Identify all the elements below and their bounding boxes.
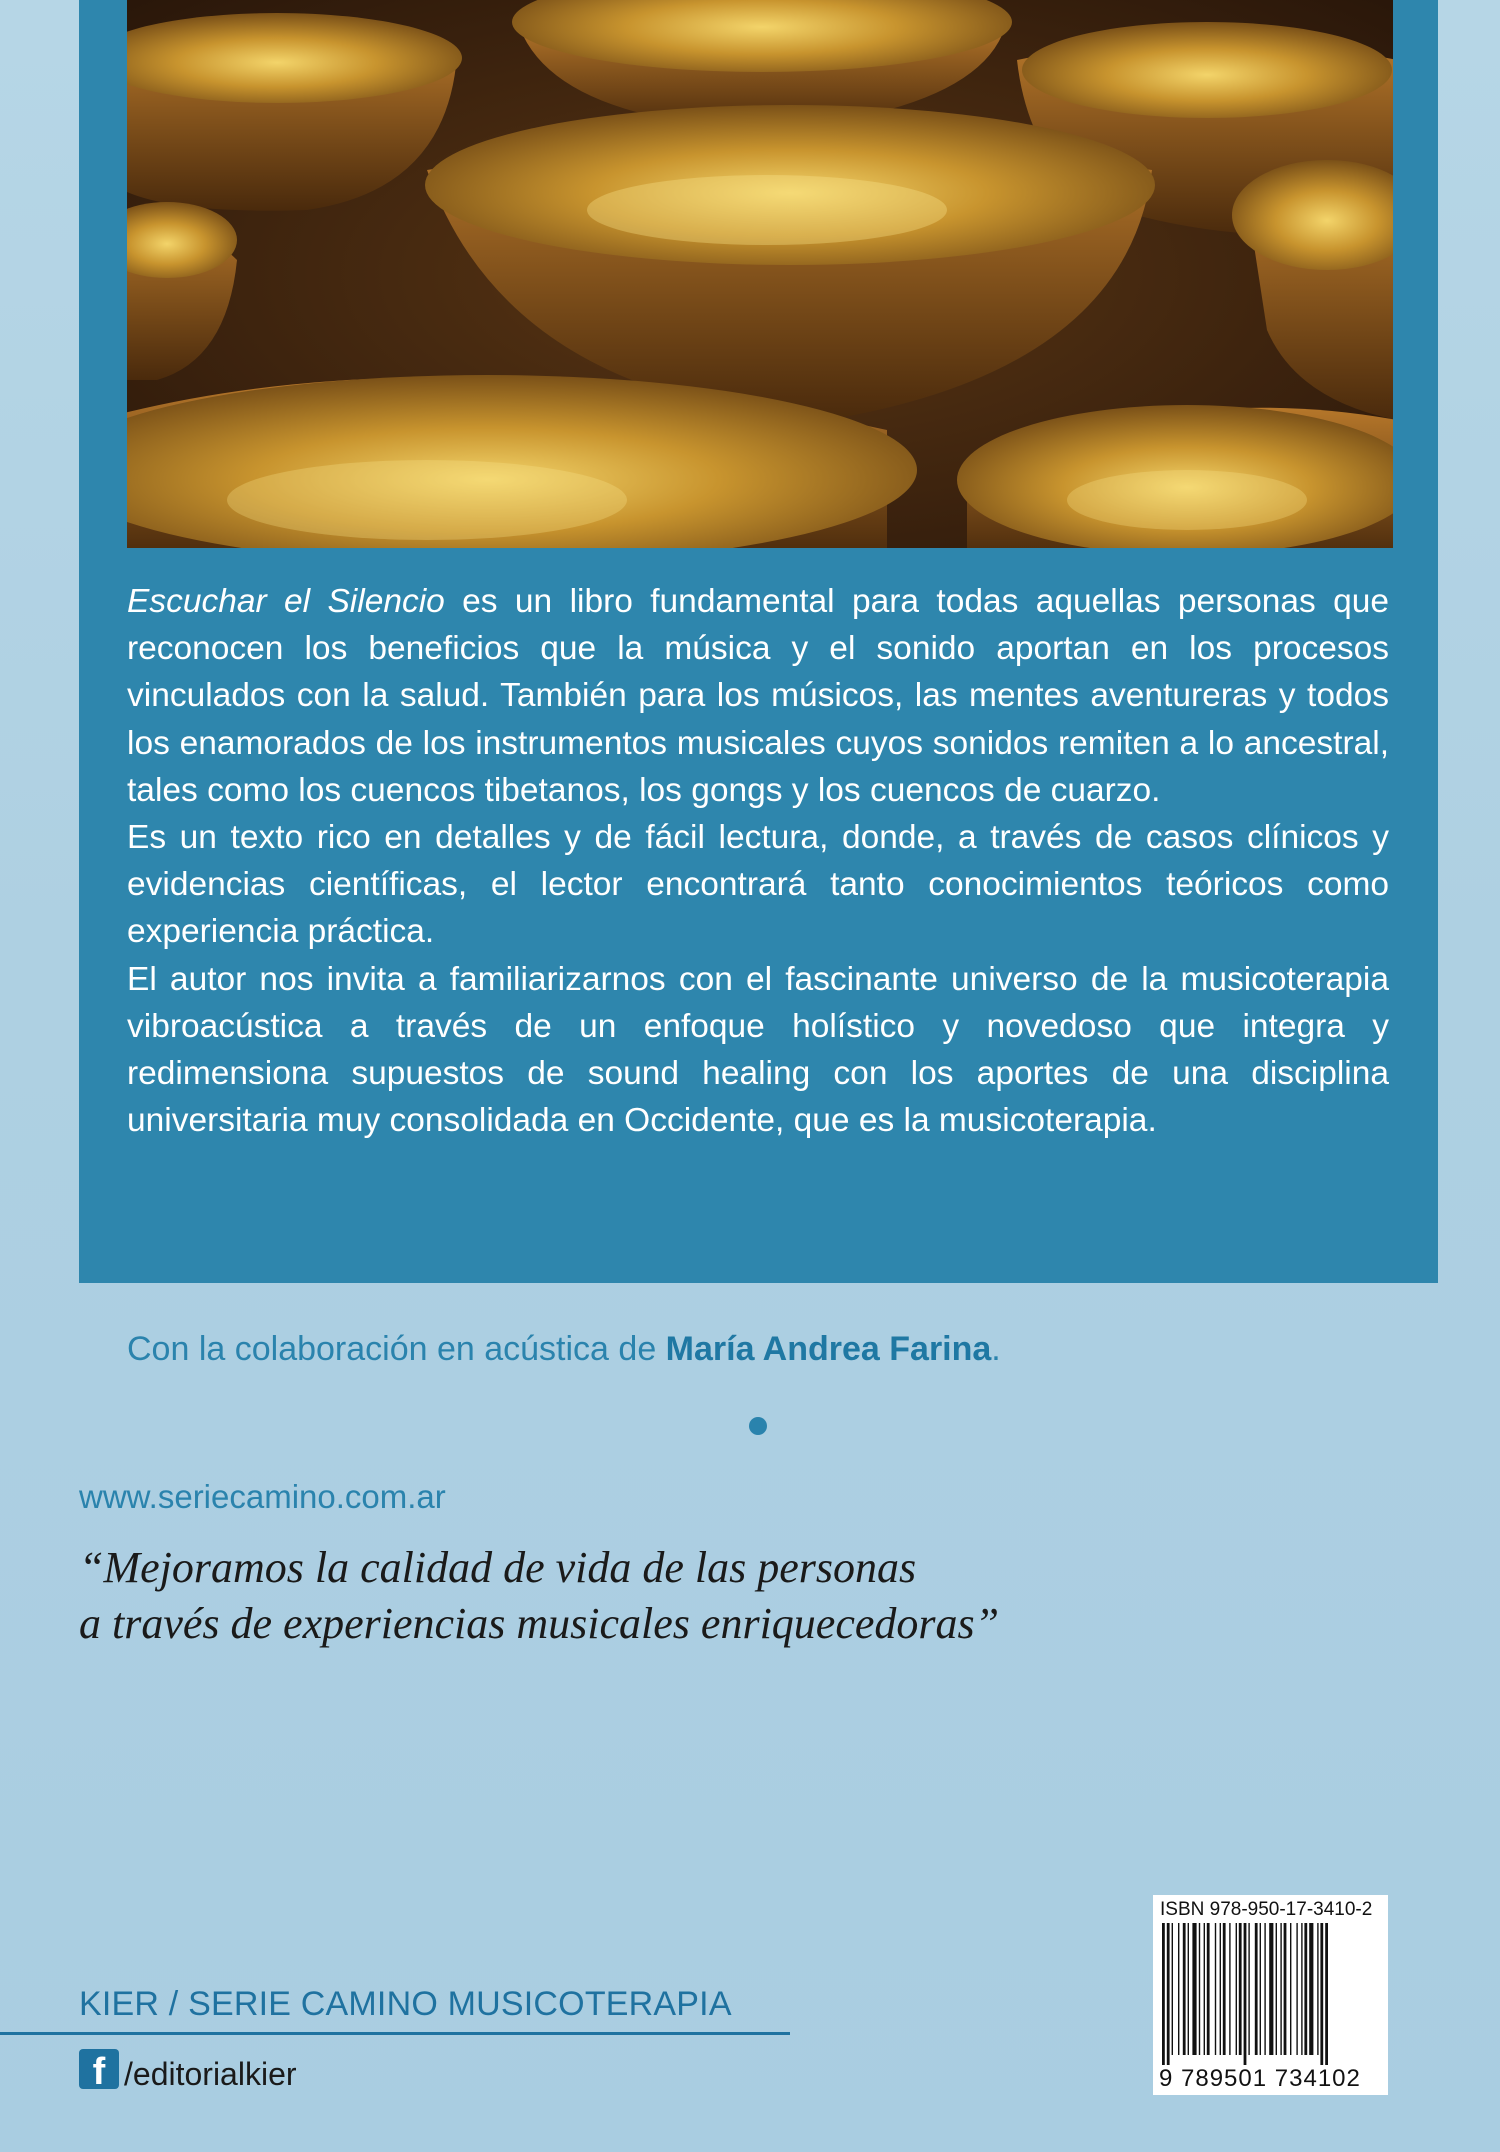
barcode-bar	[1178, 1923, 1179, 2055]
mission-quote	[79, 1540, 999, 1652]
description-paragraph-1-text: es un libro fundamental para todas aquellas personas que reconocen los beneficios que la música y el sonido aportan en los procesos vinculados con la salud. También para los músicos, las mentes aventureras y todos los enamorados de los instrumentos musicales cuyos sonidos remiten a lo ancestral, tales como los cuencos tibetanos, los gongs y los cuencos de cuarzo.	[127, 583, 1389, 809]
description-paragraph-3: El autor nos invita a familiarizarnos con el fascinante universo de la musicoterapia vibroacústica a través de un enfoque holístico y novedoso que integra y redimensiona supuestos de sound healing con los aportes de una disciplina universitaria muy consolidada en Occidente, que es la musicoterapia.	[127, 960, 1389, 1140]
barcode-bar	[1204, 1923, 1205, 2055]
barcode-bar	[1304, 1923, 1307, 2055]
barcode-bar	[1260, 1923, 1261, 2055]
quote-line-2: a través de experiencias musicales enriquecedoras”	[79, 1599, 1000, 1648]
collaboration-credit	[127, 1330, 1001, 1369]
barcode-bar	[1188, 1923, 1189, 2055]
barcode-bar	[1236, 1923, 1237, 2055]
book-description	[127, 578, 1389, 1144]
separator-dot	[749, 1417, 767, 1435]
quote-line-1: “Mejoramos la calidad de vida de las personas	[79, 1543, 917, 1592]
barcode-bar	[1296, 1923, 1297, 2055]
barcode-bar	[1162, 1923, 1165, 2065]
series-name: KIER / SERIE CAMINO MUSICOTERAPIA	[79, 1985, 732, 2023]
series-underline	[0, 2032, 790, 2035]
book-title: Escuchar el Silencio	[127, 583, 445, 620]
barcode-bar	[1223, 1923, 1226, 2055]
barcode-bar	[1172, 1923, 1173, 2055]
barcode-bar	[1248, 1923, 1249, 2055]
description-paragraph-2: Es un texto rico en detalles y de fácil lectura, donde, a través de casos clínicos y evidencias científicas, el lector encontrará tanto conocimientos teóricos como experiencia práctica.	[127, 819, 1389, 951]
barcode-bar	[1199, 1923, 1200, 2055]
barcode-bar	[1207, 1923, 1210, 2055]
website-link[interactable]: www.seriecamino.com.ar	[79, 1478, 446, 1515]
singing-bowls-photo	[127, 0, 1393, 548]
barcode-bar	[1264, 1923, 1265, 2055]
barcode-bar	[1317, 1923, 1318, 2055]
facebook-icon[interactable]: f	[79, 2049, 119, 2089]
barcode-bar	[1229, 1923, 1230, 2055]
barcode-bar	[1244, 1923, 1247, 2065]
barcode-bar	[1215, 1923, 1216, 2055]
barcode-bar	[1220, 1923, 1221, 2055]
barcode-bar	[1183, 1923, 1186, 2055]
barcode-bar	[1309, 1923, 1313, 2055]
barcode-bar	[1320, 1923, 1323, 2065]
barcode-bar	[1239, 1923, 1242, 2055]
barcode-bar	[1255, 1923, 1258, 2055]
barcode-bar	[1192, 1923, 1196, 2055]
barcode-bar	[1280, 1923, 1281, 2055]
barcode-bar	[1290, 1923, 1291, 2055]
panel-frame-left	[79, 0, 127, 548]
barcode-bar	[1276, 1923, 1277, 2055]
isbn-label: ISBN 978-950-17-3410-2	[1160, 1899, 1373, 1920]
barcode-digits: 9 789501 734102	[1159, 2065, 1361, 2092]
collaborator-name: María Andrea Farina	[665, 1330, 992, 1368]
barcode-bar	[1269, 1923, 1273, 2055]
barcode-bar	[1167, 1923, 1170, 2065]
barcode-bar	[1325, 1923, 1328, 2065]
description-paragraph-1	[127, 578, 1389, 814]
barcode-bar	[1301, 1923, 1302, 2055]
isbn-barcode	[1153, 1895, 1388, 2095]
collaboration-suffix: .	[991, 1330, 1001, 1368]
barcode-bars	[1158, 1923, 1383, 2065]
collaboration-prefix: Con la colaboración en acústica de	[127, 1330, 666, 1368]
barcode-bar	[1284, 1923, 1287, 2055]
panel-frame-right	[1393, 0, 1438, 548]
facebook-handle[interactable]: /editorialkier	[124, 2056, 297, 2092]
